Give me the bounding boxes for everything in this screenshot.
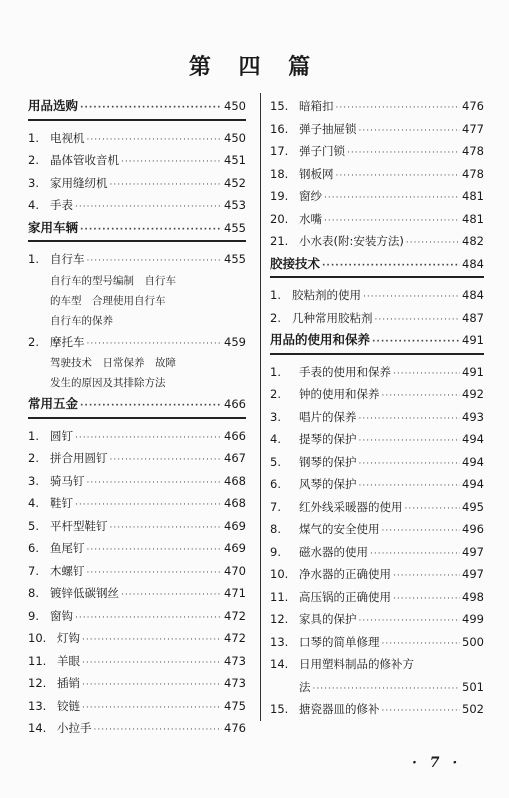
page-title: 第 四 篇 bbox=[188, 54, 321, 80]
toc-entry[interactable]: 16. 弹子抽屉锁 ····· 477 bbox=[270, 118, 484, 141]
page-number: · 7 · bbox=[412, 755, 462, 771]
toc-subtopics: 自行车的型号编制 自行车 bbox=[50, 274, 176, 287]
toc-entry[interactable]: 8. 煤气的安全使用 ····· 496 bbox=[270, 518, 484, 541]
toc-entry[interactable]: 3. 骑马钉 ····· 468 bbox=[28, 470, 246, 493]
toc-entry[interactable]: 4. 鞋钉 ····· 468 bbox=[28, 492, 246, 515]
toc-entry[interactable]: 18. 钢板网 ····· 478 bbox=[270, 163, 484, 186]
toc-entry[interactable]: 7. 木螺钉 ····· 470 bbox=[28, 560, 246, 583]
toc-entry[interactable]: 11. 羊眼 ····· 473 bbox=[28, 650, 246, 673]
toc-right-column bbox=[270, 95, 484, 721]
toc-entry[interactable]: 2. 拼合用圆钉 ····· 467 bbox=[28, 447, 246, 470]
toc-entry[interactable]: 19. 窗纱 ····· 481 bbox=[270, 185, 484, 208]
toc-entry[interactable]: 1. 圆钉 ····· 466 bbox=[28, 425, 246, 448]
toc-entry[interactable]: 10. 净水器的正确使用 ····· 497 bbox=[270, 563, 484, 586]
toc-subtopics: 的车型 合理使用自行车 bbox=[50, 294, 166, 307]
toc-entry[interactable]: 1. 电视机 ····· 450 bbox=[28, 127, 246, 150]
toc-entry[interactable]: 13. 口琴的简单修理 ····· 500 bbox=[270, 631, 484, 654]
toc-entry[interactable]: 15. 暗箱扣 ····· 476 bbox=[270, 95, 484, 118]
toc-subtopics: 发生的原因及其排除方法 bbox=[50, 377, 166, 389]
toc-entry[interactable]: 1. 手表的使用和保养 ····· 491 bbox=[270, 361, 484, 384]
toc-entry[interactable]: 8. 镀锌低碳钢丝 ····· 471 bbox=[28, 582, 246, 605]
toc-entry[interactable]: 11. 高压锅的正确使用 ····· 498 bbox=[270, 586, 484, 609]
toc-entry[interactable]: 12. 插销 ····· 473 bbox=[28, 672, 246, 695]
toc-section-heading[interactable]: 常用五金 ····· 466 bbox=[28, 393, 246, 416]
toc-entry[interactable]: 21. 小水表(附:安装方法) ····· 482 bbox=[270, 230, 484, 253]
toc-entry[interactable]: 17. 弹子门锁 ····· 478 bbox=[270, 140, 484, 163]
toc-entry[interactable]: 15. 搪瓷器皿的修补 ····· 502 bbox=[270, 698, 484, 721]
toc-entry[interactable]: 1. 胶粘剂的使用 ····· 484 bbox=[270, 284, 484, 307]
toc-entry[interactable]: 3. 唱片的保养 ····· 493 bbox=[270, 406, 484, 429]
toc-section-heading[interactable]: 用品的使用和保养 ····· 491 bbox=[270, 329, 484, 352]
toc-entry[interactable]: 1. 自行车 ····· 455 bbox=[28, 248, 246, 271]
toc-section-heading[interactable]: 用品选购 ····· 450 bbox=[28, 95, 246, 118]
toc-entry[interactable]: 2. 晶体管收音机 ····· 451 bbox=[28, 149, 246, 172]
toc-entry[interactable]: 14. 小拉手 ····· 476 bbox=[28, 717, 246, 740]
toc-entry[interactable]: 10. 灯钩 ····· 472 bbox=[28, 627, 246, 650]
toc-entry[interactable]: 2. 几种常用胶粘剂 ····· 487 bbox=[270, 307, 484, 330]
toc-left-column bbox=[28, 95, 246, 740]
toc-entry[interactable]: 6. 鱼尾钉 ····· 469 bbox=[28, 537, 246, 560]
toc-entry[interactable]: 20. 水嘴 ····· 481 bbox=[270, 208, 484, 231]
toc-entry[interactable]: 9. 窗钩 ····· 472 bbox=[28, 605, 246, 628]
toc-entry[interactable]: 5. 钢琴的保护 ····· 494 bbox=[270, 451, 484, 474]
toc-entry[interactable]: 12. 家具的保护 ····· 499 bbox=[270, 608, 484, 631]
toc-entry[interactable]: 6. 风琴的保护 ····· 494 bbox=[270, 473, 484, 496]
toc-entry[interactable]: 5. 平杆型鞋钉 ····· 469 bbox=[28, 515, 246, 538]
toc-entry[interactable]: 3. 家用缝纫机 ····· 452 bbox=[28, 172, 246, 195]
column-divider bbox=[260, 93, 261, 721]
toc-entry[interactable]: 4. 提琴的保护 ····· 494 bbox=[270, 428, 484, 451]
toc-entry[interactable]: 14. 日用塑料制品的修补方 bbox=[270, 657, 414, 671]
toc-subtopics: 驾驶技术 日常保养 故障 bbox=[50, 357, 176, 369]
toc-entry[interactable]: 13. 铰链 ····· 475 bbox=[28, 695, 246, 718]
toc-entry[interactable]: 9. 磁水器的使用 ····· 497 bbox=[270, 541, 484, 564]
toc-entry[interactable]: 2. 钟的使用和保养 ····· 492 bbox=[270, 383, 484, 406]
toc-entry[interactable]: 4. 手表 ····· 453 bbox=[28, 194, 246, 217]
toc-entry-continued[interactable]: 法 ····· 501 bbox=[270, 676, 484, 699]
toc-section-heading[interactable]: 家用车辆 ····· 455 bbox=[28, 217, 246, 240]
toc-entry[interactable]: 2. 摩托车 ····· 459 bbox=[28, 331, 246, 354]
toc-subtopics: 自行车的保养 bbox=[50, 314, 113, 327]
toc-entry[interactable]: 7. 红外线采暖器的使用 ····· 495 bbox=[270, 496, 484, 519]
toc-section-heading[interactable]: 胶接技术 ····· 484 bbox=[270, 253, 484, 276]
